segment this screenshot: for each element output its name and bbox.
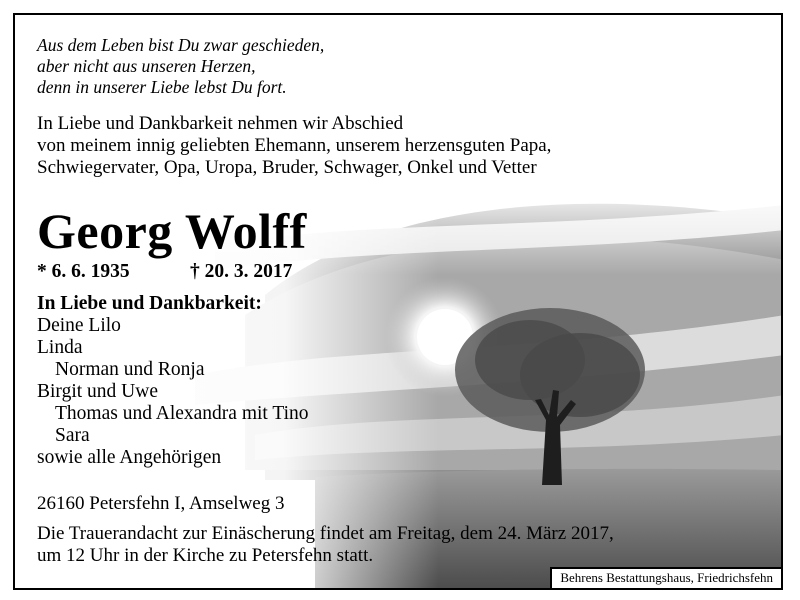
obituary-notice — [13, 13, 783, 590]
death-date: † 20. 3. 2017 — [190, 261, 293, 282]
poem-line: aber nicht aus unseren Herzen, — [37, 56, 256, 76]
family-member: Birgit und Uwe — [37, 381, 158, 402]
poem-line: denn in unserer Liebe lebst Du fort. — [37, 77, 287, 97]
birth-date: * 6. 6. 1935 — [37, 261, 130, 282]
intro-line: Schwiegervater, Opa, Uropa, Bruder, Schwager, Onkel und Vetter — [37, 157, 537, 178]
family-member: Linda — [37, 337, 83, 358]
service-line: um 12 Uhr in der Kirche zu Petersfehn statt. — [37, 545, 374, 566]
family-member: Deine Lilo — [37, 315, 121, 336]
poem-line: Aus dem Leben bist Du zwar geschieden, — [37, 35, 325, 55]
deceased-name: Georg Wolff — [37, 203, 307, 259]
life-dates — [37, 260, 292, 284]
intro-text — [37, 113, 551, 179]
family-list — [37, 293, 309, 469]
family-member: Sara — [55, 425, 90, 446]
family-member: Norman und Ronja — [55, 359, 205, 380]
family-member: sowie alle Angehörigen — [37, 447, 222, 468]
family-member: Thomas und Alexandra mit Tino — [55, 403, 309, 424]
intro-line: In Liebe und Dankbarkeit nehmen wir Abschied — [37, 113, 404, 134]
address: 26160 Petersfehn I, Amselweg 3 — [37, 493, 285, 514]
family-heading: In Liebe und Dankbarkeit: — [37, 293, 262, 314]
poem — [37, 35, 324, 98]
funeral-home-credit: Behrens Bestattungshaus, Friedrichsfehn — [550, 567, 781, 588]
intro-line: von meinem innig geliebten Ehemann, unserem herzensguten Papa, — [37, 135, 552, 156]
service-info — [37, 523, 614, 567]
service-line: Die Trauerandacht zur Einäscherung findet am Freitag, dem 24. März 2017, — [37, 523, 614, 544]
